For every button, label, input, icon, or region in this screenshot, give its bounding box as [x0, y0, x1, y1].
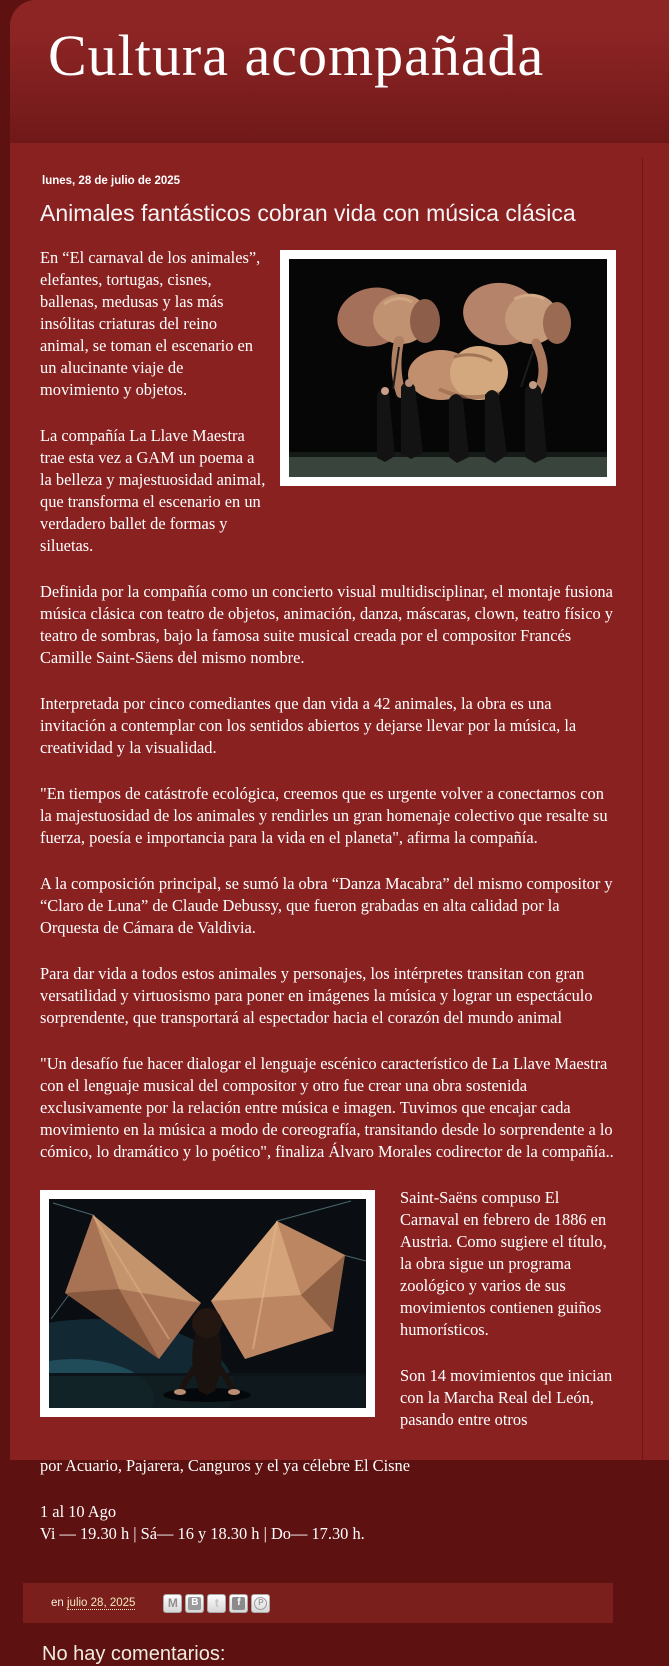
post-column [10, 175, 616, 1666]
post-photo-elephants[interactable] [280, 250, 616, 486]
email-icon[interactable]: M [163, 1594, 182, 1613]
comments-heading: No hay comentarios: [42, 1643, 226, 1665]
post-paragraph: Son 14 movimientos que inician con la Marcha Real del León, pasando entre otros [400, 1366, 613, 1429]
blogger-icon[interactable]: B [185, 1594, 204, 1613]
blog-header [10, 0, 669, 143]
post-footer-bar [23, 1583, 613, 1623]
pinterest-icon[interactable]: P [251, 1594, 270, 1613]
blog-title[interactable]: Cultura acompañada [48, 23, 545, 88]
twitter-icon[interactable]: t [207, 1594, 226, 1613]
post-body [40, 247, 616, 1545]
share-buttons [163, 1594, 273, 1613]
byline [51, 1597, 135, 1609]
schedule-times: Vi — 19.30 h | Sá— 16 y 18.30 h | Do— 17.30 h. [40, 1524, 365, 1543]
post-paragraph: A la composición principal, se sumó la obra “Danza Macabra” del mismo compositor y “Claro de Luna” de Claude Debussy, que fueron grabadas en alta calidad por la Orquesta de Cámara de Valdivia. [40, 874, 613, 937]
post-title[interactable]: Animales fantásticos cobran vida con música clásica [40, 200, 576, 226]
post-photo-butterfly[interactable] [40, 1190, 375, 1417]
post-paragraph: En “El carnaval de los animales”, elefantes, tortugas, cisnes, ballenas, medusas y las más insólitas criaturas del reino animal, se toman el escenario en un alucinante viaje de movimiento y objetos. [40, 248, 261, 399]
byline-prefix: en [51, 1597, 64, 1609]
post-paragraph: La compañía La Llave Maestra trae esta vez a GAM un poema a la belleza y majestuosidad animal, que transforma el escenario en un verdadero ballet de formas y siluetas. [40, 426, 266, 555]
post-paragraph: por Acuario, Pajarera, Canguros y el ya célebre El Cisne [40, 1456, 411, 1475]
post-date-header: lunes, 28 de julio de 2025 [42, 175, 181, 187]
content-wrapper [10, 0, 669, 1665]
timestamp-link[interactable]: julio 28, 2025 [67, 1597, 136, 1609]
post-paragraph: "En tiempos de catástrofe ecológica, creemos que es urgente volver a conectarnos con la majestuosidad de los animales y rendirles un gran homenaje colectivo que resalte su fuerza, poesía e importancia para la vida en el planeta", afirma la compañía. [40, 784, 608, 847]
post-paragraph: Para dar vida a todos estos animales y personajes, los intérpretes transitan con gran versatilidad y virtuosismo para poner en imágenes la música y lograr un espectáculo sorprendente, que transportará al espectador hacia el corazón del mundo animal [40, 964, 593, 1027]
post-paragraph: "Un desafío fue hacer dialogar el lenguaje escénico característico de La Llave Maestra con el lenguaje musical del compositor y otro fue crear una obra sostenida exclusivamente por la relación entre música e imagen. Tuvimos que encajar cada movimiento en la música a modo de coreografía, transitando desde lo sorprendente a lo cómico, lo dramático y lo poético", finaliza Álvaro Morales codirector de la compañía.. [40, 1054, 614, 1161]
butterfly-photo-illustration [49, 1199, 366, 1408]
post-paragraph: Saint-Saëns compuso El Carnaval en febrero de 1886 en Austria. Como sugiere el título, la obra sigue un programa zoológico y varios de sus movimientos contienen guiños humorísticos. [400, 1188, 607, 1339]
elephants-photo-illustration [289, 259, 607, 477]
schedule-dates: 1 al 10 Ago [40, 1502, 117, 1521]
column-divider [642, 158, 643, 1460]
post-paragraph: Interpretada por cinco comediantes que dan vida a 42 animales, la obra es una invitación a contemplar con los sentidos abiertos y dejarse llevar por la música, la creatividad y la visualidad. [40, 694, 577, 757]
facebook-icon[interactable]: f [229, 1594, 248, 1613]
schedule-info [40, 1501, 616, 1545]
post-paragraph: Definida por la compañía como un concierto visual multidisciplinar, el montaje fusiona música clásica con teatro de objetos, animación, danza, máscaras, clown, teatro físico y teatro de sombras, bajo la famosa suite musical creada por el compositor Francés Camille Saint-Säens del mismo nombre. [40, 582, 613, 667]
